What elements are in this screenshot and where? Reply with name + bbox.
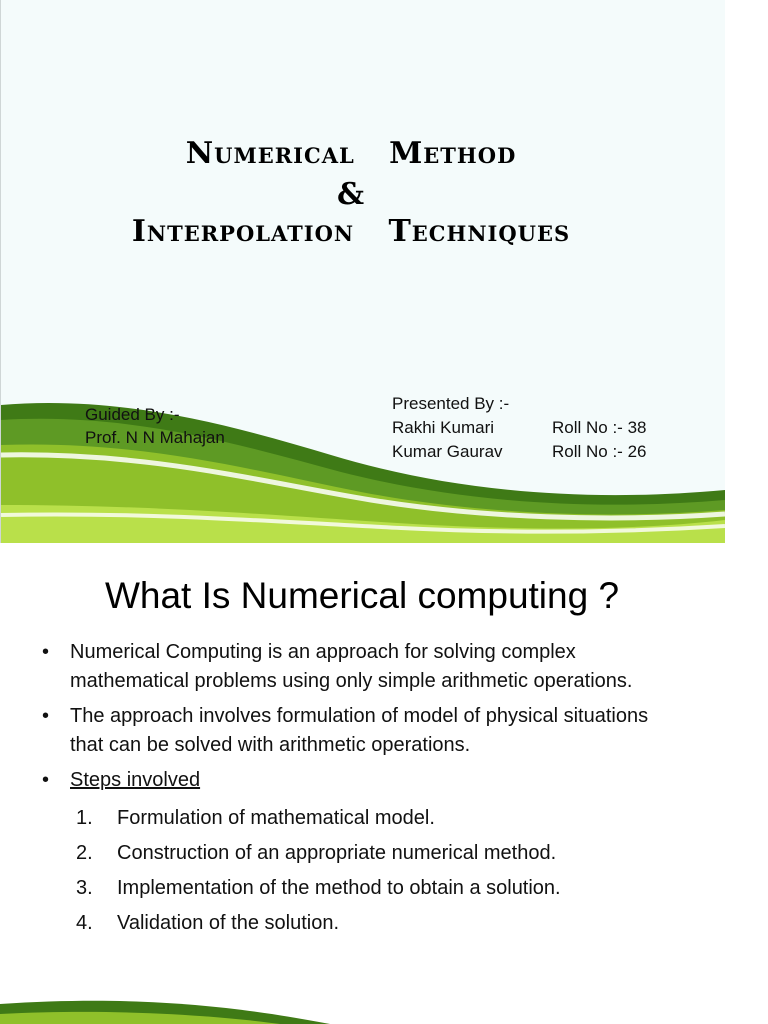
title-line-2: Interpolation Techniques [131,214,571,249]
step-text: Construction of an appropriate numerical method. [117,842,557,864]
step-item [76,836,678,871]
guided-by-block [85,403,225,449]
title-line-1: Numerical Method [185,136,517,171]
presenter-name: Rakhi Kumari [392,418,495,437]
presenter-name: Kumar Gaurav [392,442,503,461]
presenter-row [392,440,646,464]
step-text: Validation of the solution. [117,912,340,934]
steps-list [38,801,678,941]
step-item [76,871,678,906]
bullet-dot-icon: • [42,641,50,663]
bullet-dot-icon: • [42,769,50,791]
step-number: 2. [76,842,93,864]
guide-name: Prof. N N Mahajan [85,428,225,447]
step-item [76,906,678,941]
title-ampersand: & [336,177,366,212]
step-number: 4. [76,912,93,934]
step-item [76,801,678,836]
bullet-text: The approach involves formulation of model of physical situations that can be solved with arithmetic operations. [70,705,649,756]
slide-heading: What Is Numerical computing ? [104,575,620,616]
content-slide [0,545,724,1024]
bullet-item [38,766,678,795]
presenter-roll: Roll No :- 38 [552,418,647,437]
green-wave-decoration-bottom [0,964,724,1024]
bullet-item [38,638,678,696]
steps-involved-heading: Steps involved [70,769,201,791]
bullet-text: Numerical Computing is an approach for solving complex mathematical problems using only simple arithmetic operations. [70,641,633,692]
presenter-roll: Roll No :- 26 [552,442,647,461]
bullet-list [38,638,678,941]
step-text: Implementation of the method to obtain a solution. [117,877,561,899]
step-number: 3. [76,877,93,899]
presented-by-block [392,392,646,464]
bullet-dot-icon: • [42,705,50,727]
step-number: 1. [76,807,93,829]
guided-by-label: Guided By :- [85,405,180,424]
step-text: Formulation of mathematical model. [117,807,435,829]
presenter-row [392,416,646,440]
bullet-item [38,702,678,760]
presented-by-label: Presented By :- [392,394,510,413]
